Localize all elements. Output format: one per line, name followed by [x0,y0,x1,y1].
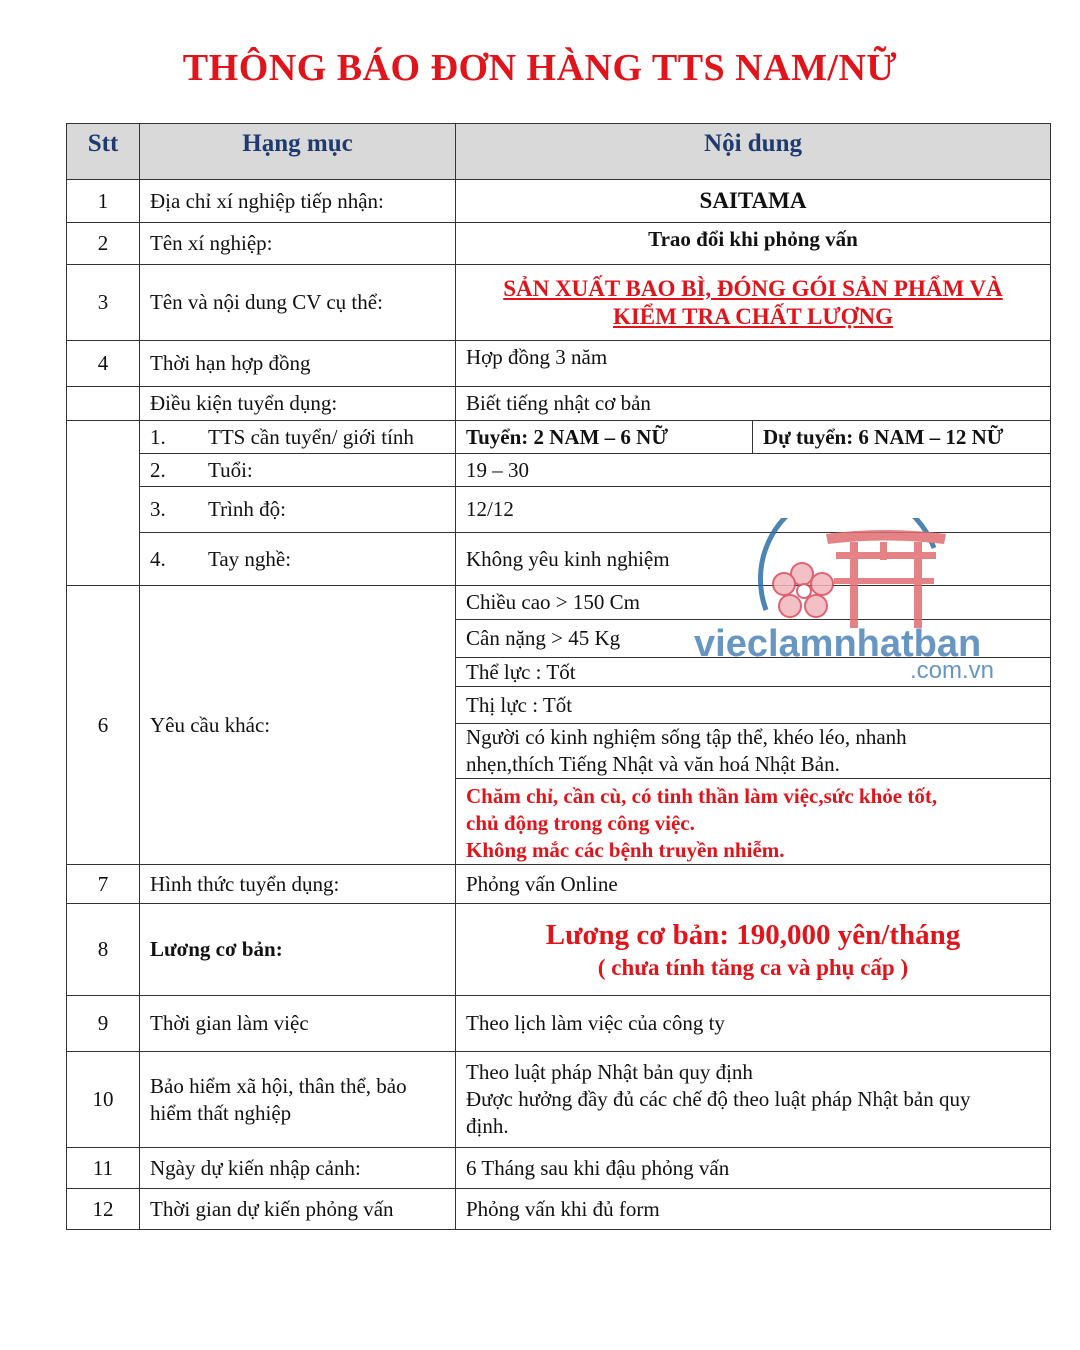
requirement-item: Thể lực : Tốt [456,658,1051,687]
table-row [67,341,1051,387]
value-line: định. [466,1114,509,1138]
row-number: 8 [67,904,140,996]
row-label: Tên xí nghiệp: [140,223,456,265]
page-title: THÔNG BÁO ĐƠN HÀNG TTS NAM/NỮ [182,47,898,89]
sakura-icon [773,563,833,617]
row-label: Thời gian làm việc [140,996,456,1052]
row-number: 3 [67,265,140,341]
row-value: Phỏng vấn khi đủ form [456,1189,1051,1230]
row-value: Phỏng vấn Online [456,865,1051,904]
row-number: 12 [67,1189,140,1230]
row-value: 6 Tháng sau khi đậu phỏng vấn [456,1148,1051,1189]
row-label: Lương cơ bản: [140,904,456,996]
table-row [67,996,1051,1052]
table-row [67,904,1051,996]
row-value: 12/12 [456,487,1051,533]
row-number: 11 [67,1148,140,1189]
row-number: 4 [67,341,140,387]
row-value: Biết tiếng nhật cơ bản [456,387,1051,421]
row-number: 9 [67,996,140,1052]
row-number-empty [67,387,140,421]
table-row [67,421,1051,454]
requirement-item: Chiều cao > 150 Cm [456,586,1051,620]
table-row [67,387,1051,421]
experience-line: Người có kinh nghiệm sống tập thể, khéo léo, nhanh [466,725,907,749]
table-row [67,454,1051,487]
value-line: Được hưởng đầy đủ các chế độ theo luật pháp Nhật bản quy [466,1087,971,1111]
watermark-domain: .com.vn [909,657,994,684]
table-row [67,1052,1051,1148]
header-category: Hạng mục [140,124,456,180]
job-description [456,265,1051,341]
table-row [67,223,1051,265]
watermark-brand: vieclamnhatban [694,623,982,665]
attitude-line: chủ động trong công việc. [466,811,695,835]
row-value: Hợp đồng 3 năm [456,341,1051,387]
candidate-count: Dự tuyển: 6 NAM – 12 NỮ [753,421,1051,454]
requirement-item: Thị lực : Tốt [456,687,1051,724]
sub-label: Tay nghề: [208,546,292,571]
sub-number: 1. [150,424,166,449]
attitude-line: Chăm chỉ, cần cù, có tinh thần làm việc,sức khỏe tốt, [466,784,938,808]
row-label: Thời hạn hợp đồng [140,341,456,387]
sub-number: 3. [150,497,166,521]
row-value: Theo lịch làm việc của công ty [456,996,1051,1052]
row-label: Hình thức tuyển dụng: [140,865,456,904]
table-row [67,865,1051,904]
table-row [67,265,1051,341]
experience-line: nhẹn,thích Tiếng Nhật và văn hoá Nhật Bản. [466,752,840,776]
sub-number: 2. [150,457,166,482]
salary-note: ( chưa tính tăng ca và phụ cấp ) [597,954,909,980]
row-number: 10 [67,1052,140,1148]
table-header-row [67,124,1051,180]
row-label: Tên và nội dung CV cụ thể: [140,265,456,341]
row-label [140,1052,456,1148]
attitude-line: Không mắc các bệnh truyền nhiễm. [466,838,785,862]
row-number: 2 [67,223,140,265]
value-line: Theo luật pháp Nhật bản quy định [466,1060,753,1084]
vieclamnhatban-watermark-logo [694,518,994,688]
recruit-count: Tuyển: 2 NAM – 6 NỮ [456,421,753,454]
sub-label: Trình độ: [208,497,287,521]
label-line: hiểm thất nghiệp [150,1100,292,1125]
row-number-empty [67,421,140,586]
row-number: 6 [67,586,140,865]
job-line: SẢN XUẤT BAO BÌ, ĐÓNG GÓI SẢN PHẨM VÀ [503,275,1003,301]
torii-icon [826,530,946,628]
requirement-experience [456,724,1051,779]
requirement-item: Cân nặng > 45 Kg [456,620,1051,658]
row-value: Trao đổi khi phỏng vấn [456,223,1051,265]
header-content: Nội dung [456,124,1051,180]
table-row [67,1189,1051,1230]
row-label: Điều kiện tuyển dụng: [140,387,456,421]
row-label [140,421,456,454]
table-row [67,1148,1051,1189]
job-line: KIỂM TRA CHẤT LƯỢNG [612,303,894,329]
row-value [456,1052,1051,1148]
row-label [140,487,456,533]
header-stt: Stt [67,124,140,180]
row-number: 7 [67,865,140,904]
row-label [140,454,456,487]
row-value: Không yêu kinh nghiệm [456,533,1051,586]
sub-label: Tuổi: [208,457,253,482]
salary-cell [456,904,1051,996]
label-line: Bảo hiểm xã hội, thân thể, bảo [150,1073,407,1098]
sub-label: TTS cần tuyển/ giới tính [208,424,414,449]
row-value: SAITAMA [456,180,1051,223]
row-value: 19 – 30 [456,454,1051,487]
row-label [140,533,456,586]
row-number: 1 [67,180,140,223]
sub-number: 4. [150,546,166,571]
row-label: Thời gian dự kiến phỏng vấn [140,1189,456,1230]
salary-amount: Lương cơ bản: 190,000 yên/tháng [545,918,961,951]
row-label: Địa chỉ xí nghiệp tiếp nhận: [140,180,456,223]
row-label: Yêu cầu khác: [140,586,456,865]
row-label: Ngày dự kiến nhập cảnh: [140,1148,456,1189]
table-row [67,180,1051,223]
requirement-attitude [456,779,1051,865]
